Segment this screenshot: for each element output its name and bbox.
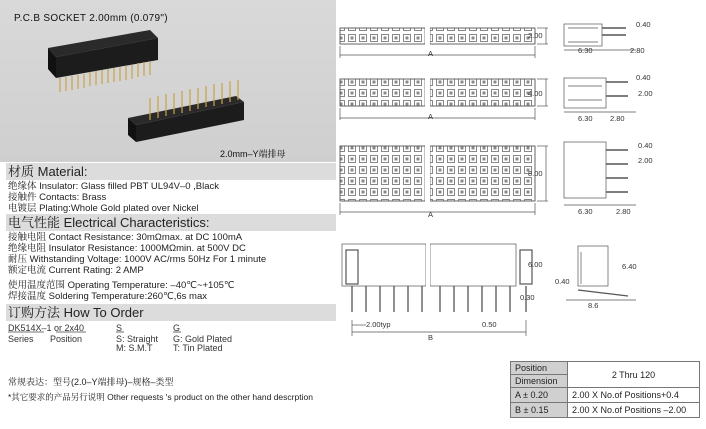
dim-label: 6.30 [578, 207, 593, 216]
order-smt: M: S.M.T [116, 343, 153, 353]
table-row [511, 388, 700, 403]
electrical-line: 耐压 Withstanding Voltage: 1000V AC/rms 50Hz For 1 minute [8, 254, 267, 265]
order-straight: S: Straight [116, 334, 159, 344]
position-label: Position [511, 362, 568, 375]
b-label: B ± 0.15 [511, 403, 568, 418]
dim-label: 0.40 [636, 20, 651, 29]
order-series: Series [8, 334, 34, 344]
b-formula: 2.00 X No.of Positions –2.00 [568, 403, 700, 418]
dimension-label: Dimension [511, 375, 568, 388]
dim-label: 6.40 [622, 262, 637, 271]
order-g: G [173, 323, 181, 333]
dim-label: 2.00typ [366, 320, 391, 329]
electrical-line: 接触电阻 Contact Resistance: 30mΩmax. at DC 100mA [8, 232, 243, 243]
material-heading: 材质 Material: [6, 163, 336, 180]
table-row [511, 403, 700, 418]
product-photo-panel [0, 0, 336, 162]
expression-note: 常规表达：型号(2.0–Y端排母)–规格–类型 [8, 377, 174, 387]
dimension-table [510, 361, 700, 418]
dim-label: A [428, 112, 434, 121]
connector-photo [0, 0, 336, 162]
dim-label: A [428, 210, 434, 219]
dim-label: 2.80 [630, 46, 645, 55]
dim-label: 0.40 [555, 277, 570, 286]
material-line: 电镀层 Plating:Whole Gold plated over Nickel [8, 203, 199, 214]
order-heading: 订购方法 How To Order [6, 304, 336, 321]
dim-label: 2.00 [638, 89, 653, 98]
dim-label: 2.80 [610, 114, 625, 123]
dim-label: 2.80 [616, 207, 631, 216]
dim-label: 2.00 [638, 156, 653, 165]
electrical-heading: 电气性能 Electrical Characteristics: [6, 214, 336, 231]
dim-label: B [428, 333, 434, 342]
order-tin: T: Tin Plated [173, 343, 223, 353]
position-range: 2 Thru 120 [568, 362, 700, 388]
dim-label: 8.00 [528, 169, 543, 178]
dim-label: 6.30 [578, 114, 593, 123]
a-formula: 2.00 X No.of Positions+0.4 [568, 388, 700, 403]
electrical-line: 绝缘电阻 Insulator Resistance: 1000MΩmin. at 500V DC [8, 243, 246, 254]
a-label: A ± 0.20 [511, 388, 568, 403]
electrical-line: 额定电流 Current Rating: 2 AMP [8, 265, 144, 276]
order-s: S [116, 323, 123, 333]
material-line: 接触件 Contacts: Brass [8, 192, 107, 203]
product-title: P.C.B SOCKET 2.00mm (0.079") [14, 13, 168, 24]
dim-label: 0.30 [520, 293, 535, 302]
dim-label: A [428, 49, 434, 58]
order-gold: G: Gold Plated [173, 334, 233, 344]
order-position: Position [50, 334, 83, 344]
other-requests-note: *其它要求的产品另行说明 Other requests 's product on the other hand descrption [8, 392, 313, 402]
dim-label: 6.00 [528, 260, 543, 269]
electrical-line: 焊接温度 Soldering Temperature:260℃,6s max [8, 291, 207, 302]
material-line: 绝缘体 Insulator: Glass filled PBT UL94V–0 ,Black [8, 181, 220, 192]
electrical-line: 使用温度范围 Operating Temperature: –40℃~+105℃ [8, 280, 235, 291]
photo-caption: 2.0mm–Y端排母 [220, 149, 286, 159]
dim-label: 4.00 [528, 89, 543, 98]
table-row [511, 362, 700, 375]
dim-label: 6.30 [578, 46, 593, 55]
dim-label: 0.40 [638, 141, 653, 150]
dim-label: 2.00 [528, 31, 543, 40]
dim-label: 0.40 [636, 73, 651, 82]
order-code: DK514X–1 or 2x40 [8, 323, 85, 333]
dim-label: 0.50 [482, 320, 497, 329]
dim-label: 8.6 [588, 301, 599, 310]
